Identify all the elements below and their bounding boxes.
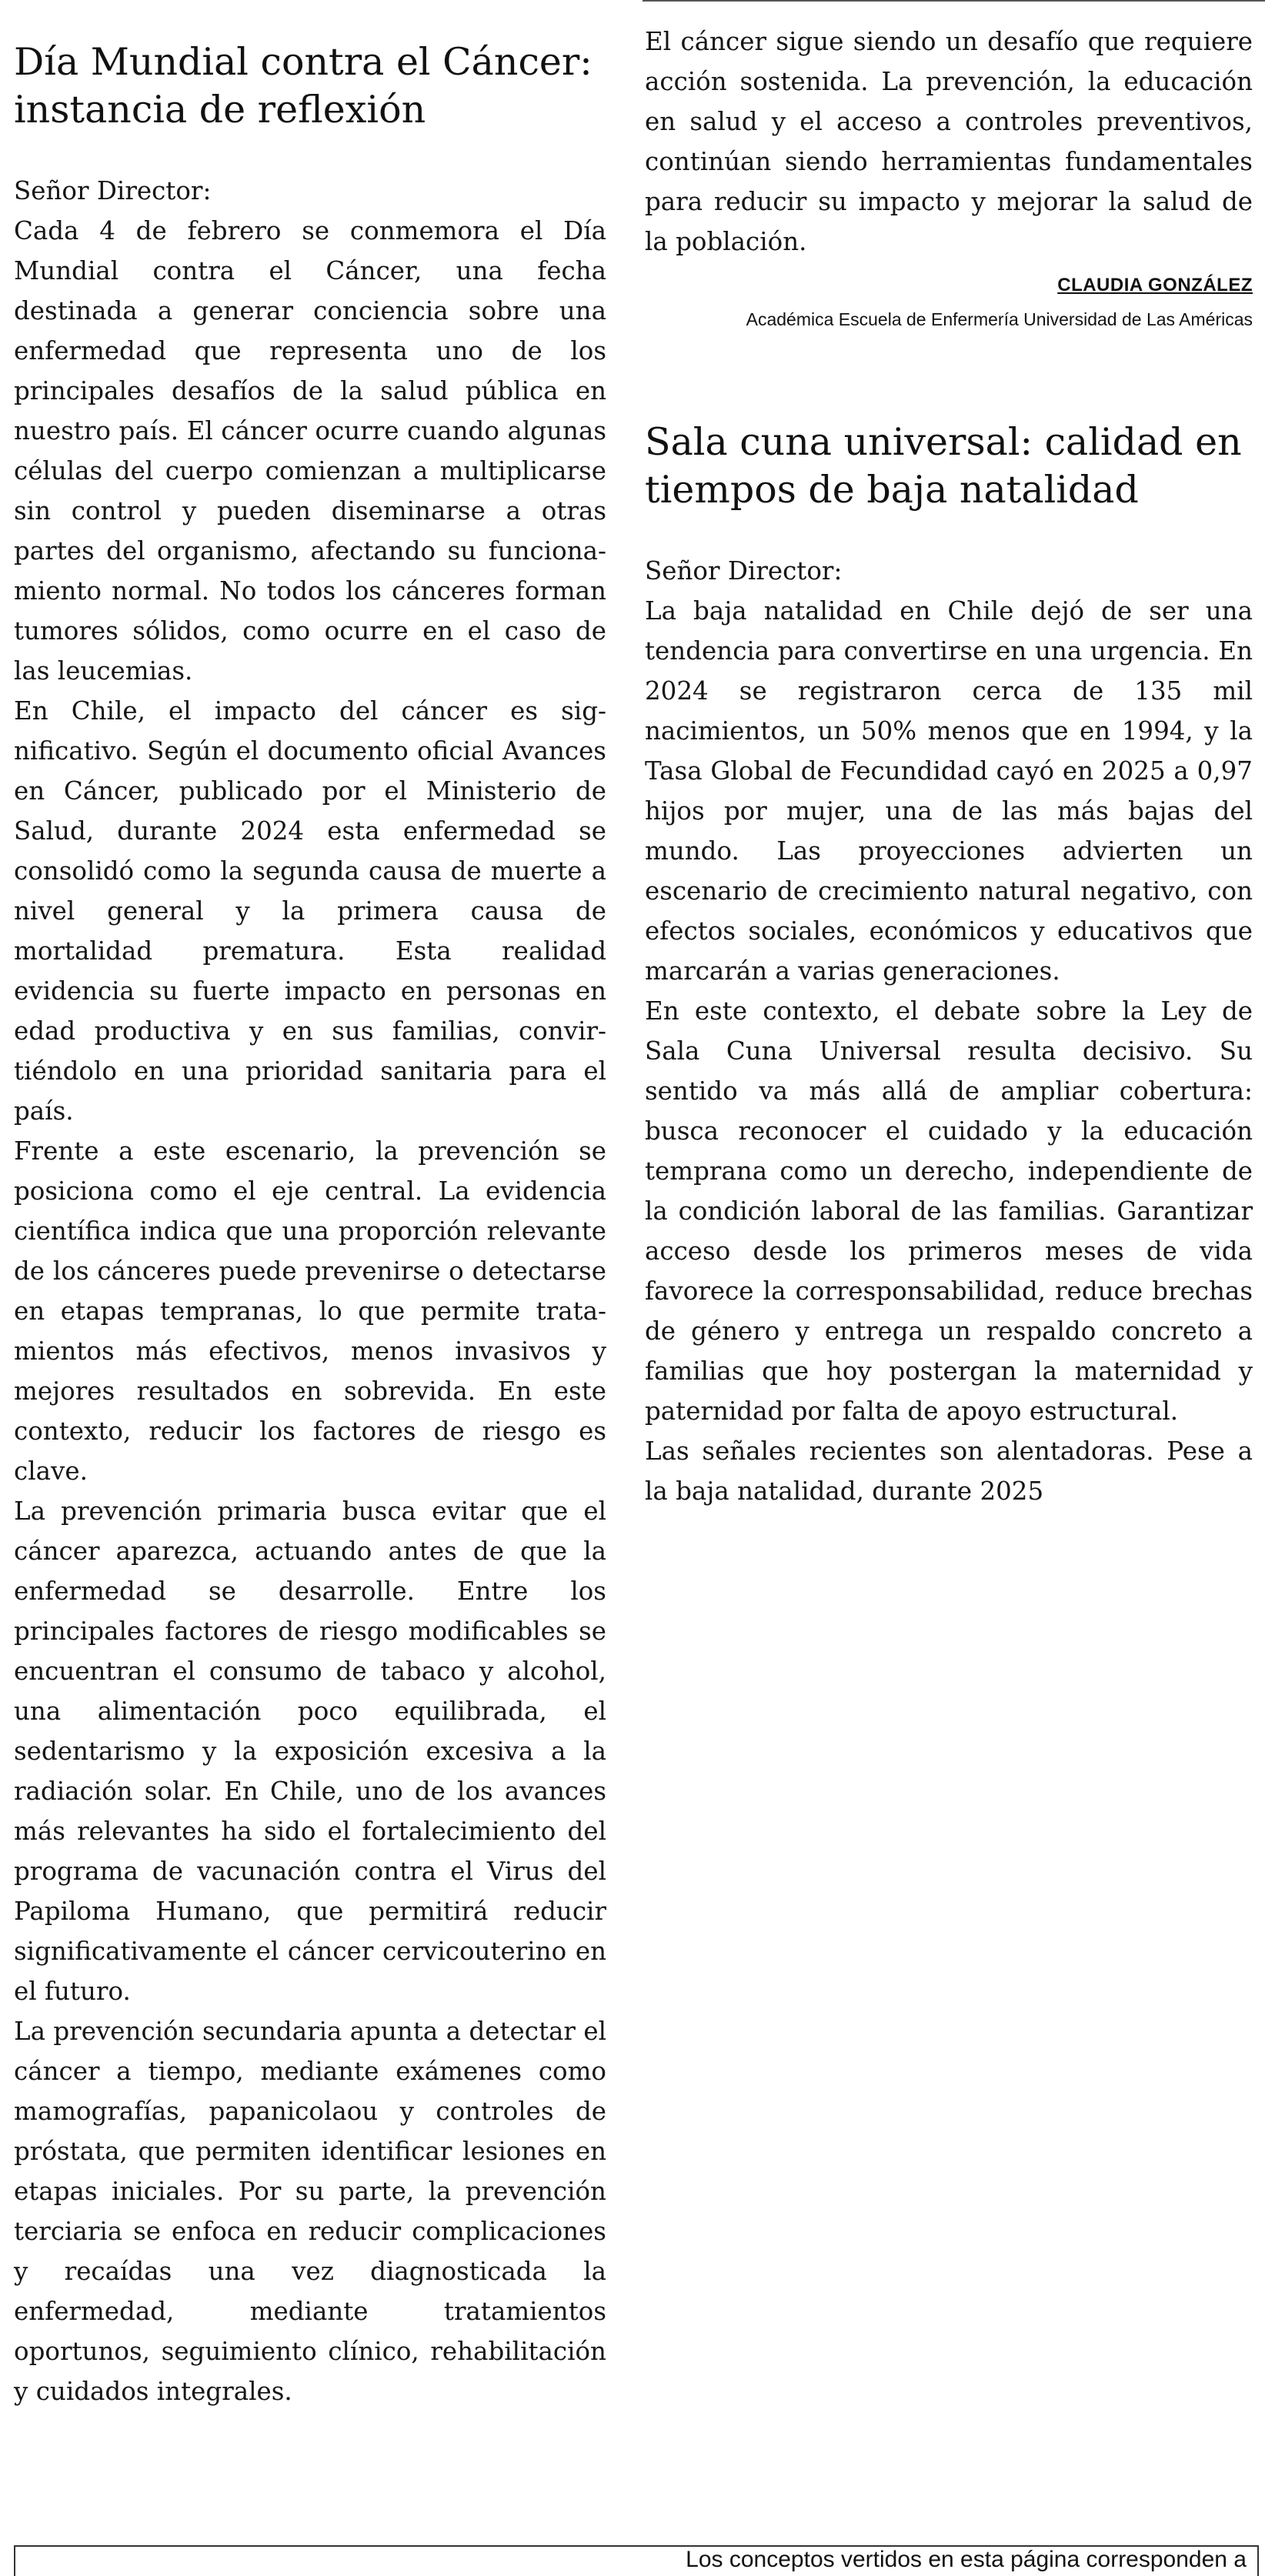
letter-title: Día Mundial contra el Cáncer: instancia de reflexión: [14, 40, 592, 132]
footer-disclaimer: Los conceptos vertidos en esta página corresponden a: [686, 2547, 1247, 2572]
paragraph: En Chile, el impacto del cáncer es significativo. Según el documento oficial Avances en Cáncer, publicado por el Ministerio de Salud, durante 2024 esta enfermedad se consolidó como la segunda causa de muerte a nivel general y la primera causa de mortalidad prematura. Esta realidad evidencia su fuerte impacto en personas en edad productiva y en sus familias, convirtiéndolo en una prioridad sanitaria para el país.: [14, 696, 606, 1126]
letter-title: Sala cuna universal: calidad en tiempos de baja natalidad: [645, 420, 1242, 512]
paragraph: Las señales recientes son alentadoras. Pese a la baja natalidad, durante 2025: [645, 1436, 1253, 1506]
salutation: Señor Director:: [14, 176, 212, 205]
paragraph: La prevención primaria busca evitar que el cáncer aparezca, actuando antes de que la enfermedad se desarrolle. Entre los principales factores de riesgo modificables se encuentran el consumo de tabaco y alcohol, una alimentación poco equilibrada, el sedentarismo y la exposición excesiva a la radiación solar. En Chile, uno de los avances más relevantes ha sido el fortalecimiento del programa de vacunación contra el Virus del Papiloma Humano, que permitirá reducir significativamente el cáncer cervicouterino en el futuro.: [14, 1497, 606, 2006]
paragraph: Frente a este escenario, la prevención se posiciona como el eje central. La evidencia científica indica que una proporción relevante de los cánceres puede prevenirse o detectarse en etapas tempranas, lo que permite tratamientos más efectivos, menos invasivos y mejores resultados en sobrevida. En este contexto, reducir los factores de riesgo es clave.: [14, 1136, 606, 1486]
column-left: [14, 0, 606, 2411]
paragraph: La prevención secundaria apunta a detectar el cáncer a tiempo, mediante exámenes como mamografías, papanicolaou y controles de próstata, que permiten identificar lesiones en etapas iniciales. Por su parte, la prevención terciaria se enfoca en reducir complicaciones y recaídas una vez diagnosticada la enfermedad, mediante tratamientos oportunos, seguimiento clínico, rehabilitación y cuidados integrales.: [14, 2017, 606, 2406]
paragraph: En este contexto, el debate sobre la Ley de Sala Cuna Universal resulta decisivo. Su sentido va más allá de ampliar cobertura: busca reconocer el cuidado y la educación temprana como un derecho, independiente de la condición laboral de las familias. Garantizar acceso desde los primeros meses de vida favorece la corresponsabilidad, reduce brechas de género y entrega un respaldo concreto a familias que hoy postergan la maternidad y paternidad por falta de apoyo estructural.: [645, 996, 1253, 1426]
signature: [645, 272, 1253, 332]
letter-sala-cuna: [645, 419, 1253, 1511]
column-right: [645, 0, 1253, 1511]
paragraph: La baja natalidad en Chile dejó de ser una tendencia para convertirse en una urgencia. En 2024 se registraron cerca de 135 mil nacimientos, un 50% menos que en 1994, y la Tasa Global de Fecundidad cayó en 2025 a 0,97 hijos por mujer, una de las más bajas del mundo. Las proyecciones advierten un escenario de crecimiento natural negativo, con efectos sociales, económicos y educativos que marcarán a varias generaciones.: [645, 596, 1253, 986]
footer-disclaimer-box: [14, 2545, 1259, 2576]
paragraph: El cáncer sigue siendo un desafío que requiere acción sostenida. La prevención, la educación en salud y el acceso a controles preventivos, continúan siendo herramientas fundamentales para reducir su impacto y mejorar la salud de la población.: [645, 27, 1253, 256]
letter-cancer-continued: [645, 22, 1253, 332]
paragraph: Cada 4 de febrero se conmemora el Día Mundial contra el Cáncer, una fecha destinada a generar conciencia sobre una enfermedad que representa uno de los principales desafíos de la salud pública en nuestro país. El cáncer ocurre cuando algunas células del cuerpo comienzan a multiplicarse sin control y pueden diseminarse a otras partes del organismo, afectando su funcionamiento normal. No todos los cánceres forman tumores sólidos, como ocurre en el caso de las leucemias.: [14, 216, 606, 686]
author-name: CLAUDIA GONZÁLEZ: [1057, 275, 1253, 295]
letter-cancer: [14, 38, 606, 2411]
salutation: Señor Director:: [645, 556, 843, 586]
author-role: Académica Escuela de Enfermería Universidad de Las Américas: [746, 309, 1253, 329]
